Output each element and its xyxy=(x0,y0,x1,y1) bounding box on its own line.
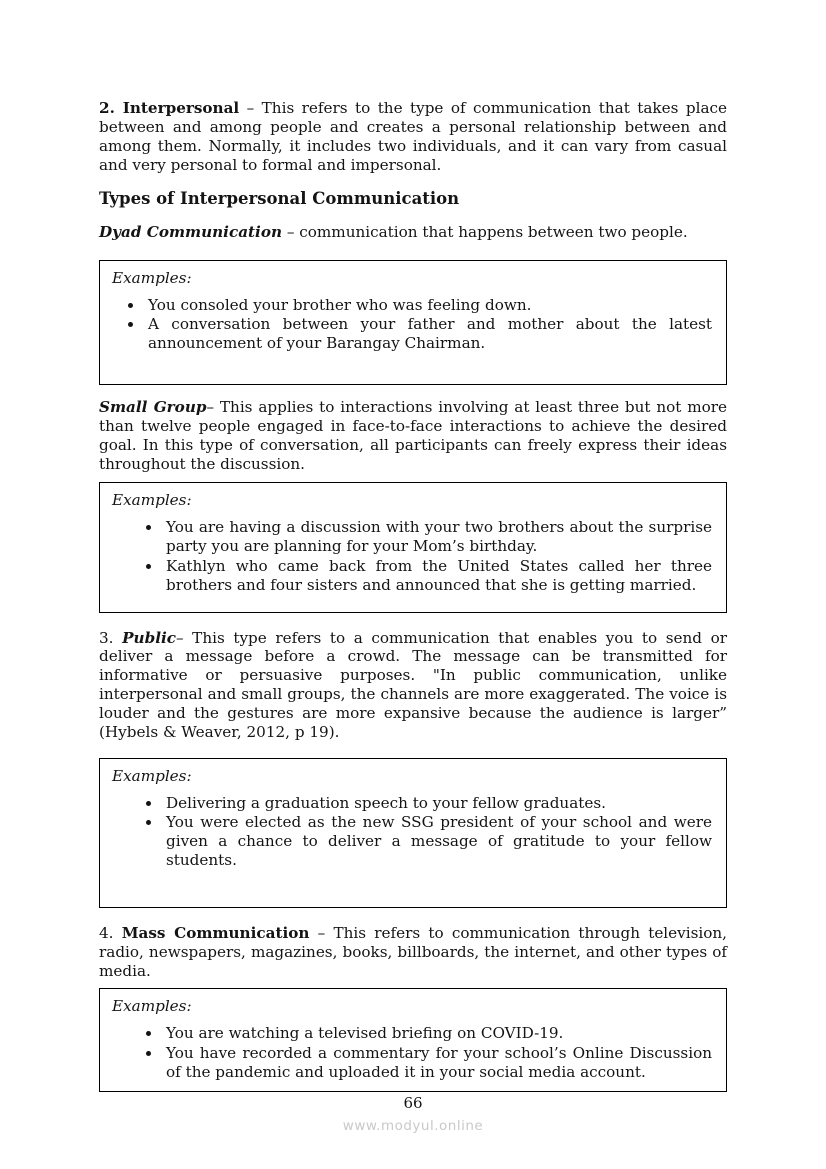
examples-box-dyad xyxy=(99,260,727,385)
paragraph-dyad xyxy=(99,223,727,242)
paragraph-mass xyxy=(99,924,727,981)
examples-label: Examples: xyxy=(112,766,192,785)
mass-term: Mass Communication xyxy=(121,923,310,942)
paragraph-interpersonal xyxy=(99,99,727,174)
page-number: 66 xyxy=(403,1094,423,1112)
example-item: • You were elected as the new SSG president of your school and were given a chance to deliver a message of gratitude to your fellow students. xyxy=(162,813,712,870)
example-item: • Delivering a graduation speech to your fellow graduates. xyxy=(162,794,712,813)
examples-label: Examples: xyxy=(112,268,192,287)
examples-list-public xyxy=(112,794,712,870)
paragraph-small-group xyxy=(99,398,727,473)
examples-box-public xyxy=(99,758,727,908)
examples-list-mass xyxy=(112,1024,712,1082)
dyad-term: Dyad Communication xyxy=(99,222,282,241)
paragraph-public xyxy=(99,629,727,742)
examples-label: Examples: xyxy=(112,491,192,510)
example-item: • A conversation between your father and mother about the latest announcement of your Barangay Chairman. xyxy=(144,315,712,353)
dyad-definition: – communication that happens between two people. xyxy=(282,222,688,241)
examples-list-small-group xyxy=(112,518,712,594)
examples-label: Examples: xyxy=(112,997,192,1016)
small-group-term: Small Group xyxy=(99,398,207,417)
mass-number: 4. xyxy=(99,923,122,942)
site-footer-url: www.modyul.online xyxy=(342,1118,484,1134)
public-term: Public xyxy=(122,628,176,647)
mass-definition: – This refers to communication through television, radio, newspapers, magazines, books, billboards, the internet, and other types of media. xyxy=(99,923,727,980)
example-item: • You have recorded a commentary for your school’s Online Discussion of the pandemic and uploaded it in your social media account. xyxy=(162,1044,712,1082)
interpersonal-definition: – This refers to the type of communication that takes place between and among people and creates a personal relationship between and among them. Normally, it includes two individuals, and it can vary from casual and very personal to formal and impersonal. xyxy=(99,99,727,174)
examples-list-dyad xyxy=(112,296,712,354)
examples-box-small-group xyxy=(99,482,727,612)
interpersonal-term: 2. Interpersonal xyxy=(99,99,240,117)
section-heading: Types of Interpersonal Communication xyxy=(99,189,460,209)
public-definition: – This type refers to a communication that enables you to send or deliver a message before a crowd. The message can be transmitted for informative or persuasive purposes. "In public communication, unlike interpersonal and small groups, the channels are more exaggerated. The voice is louder and the gestures are more expansive because the audience is larger” (Hybels & Weaver, 2012, p 19). xyxy=(99,628,727,741)
small-group-definition: – This applies to interactions involving at least three but not more than twelve people engaged in face-to-face interactions to achieve the desired goal. In this type of conversation, all participants can freely express their ideas throughout the discussion. xyxy=(99,398,727,473)
example-item: • You are having a discussion with your two brothers about the surprise party you are planning for your Mom’s birthday. xyxy=(162,518,712,556)
example-item: • You consoled your brother who was feeling down. xyxy=(144,296,712,315)
example-item: • Kathlyn who came back from the United States called her three brothers and four sisters and announced that she is getting married. xyxy=(162,557,712,595)
public-number: 3. xyxy=(99,628,123,647)
examples-box-mass xyxy=(99,988,727,1091)
example-item: • You are watching a televised briefing on COVID-19. xyxy=(162,1024,712,1043)
